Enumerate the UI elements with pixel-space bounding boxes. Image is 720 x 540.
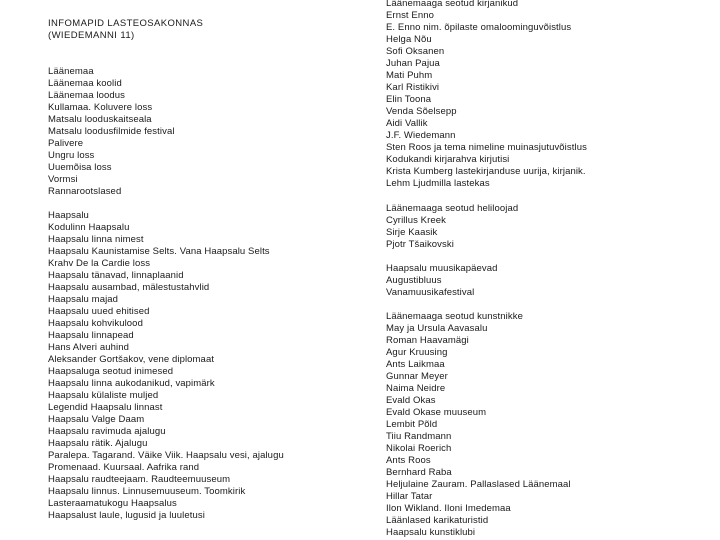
- topic-link[interactable]: J.F. Wiedemann: [386, 130, 456, 141]
- topic-link[interactable]: Evald Okas: [386, 395, 436, 406]
- topic-link[interactable]: Aleksander Gortšakov, vene diplomaat: [48, 354, 215, 365]
- topic-link[interactable]: Roman Haavamägi: [386, 335, 469, 346]
- topic-link[interactable]: Lehm Ljudmilla lastekas: [386, 178, 490, 189]
- topic-link[interactable]: Promenaad. Kuursaal. Aafrika rand: [48, 462, 200, 473]
- topic-link[interactable]: Cyrillus Kreek: [386, 215, 446, 226]
- topic-link[interactable]: Aidi Vallik: [386, 118, 428, 129]
- header-block: [48, 18, 203, 42]
- topic-link[interactable]: Haapsalu rätik. Ajalugu: [48, 438, 148, 449]
- topic-link[interactable]: Krahv De la Cardie loss: [48, 258, 151, 269]
- artists-list: [386, 311, 571, 539]
- topic-link[interactable]: Lembit Põld: [386, 419, 438, 430]
- topic-link[interactable]: INFOMAPID LASTEOSAKONNAS: [48, 18, 204, 29]
- topic-link[interactable]: Läänemaa koolid: [48, 78, 122, 89]
- topic-link[interactable]: Kullamaa. Koluvere loss: [48, 102, 153, 113]
- topic-link[interactable]: Sten Roos ja tema nimeline muinasjutuvõistlus: [386, 142, 587, 153]
- topic-link[interactable]: Ilon Wikland. Iloni Imedemaa: [386, 503, 511, 514]
- topic-link[interactable]: Läänemaaga seotud heliloojad: [386, 203, 519, 214]
- topic-link[interactable]: Läänemaa: [48, 66, 94, 77]
- topic-link[interactable]: Sirje Kaasik: [386, 227, 438, 238]
- topic-link[interactable]: Agur Kruusing: [386, 347, 448, 358]
- topic-link[interactable]: Haapsalu külaliste muljed: [48, 390, 159, 401]
- topic-link[interactable]: Helga Nõu: [386, 34, 432, 45]
- topic-link[interactable]: Venda Sõelsepp: [386, 106, 457, 117]
- topic-link[interactable]: Bernhard Raba: [386, 467, 452, 478]
- topic-link[interactable]: Legendid Haapsalu linnast: [48, 402, 163, 413]
- topic-link[interactable]: Läänlased karikaturistid: [386, 515, 489, 526]
- topic-link[interactable]: E. Enno nim. õpilaste omaloominguvõistlus: [386, 22, 572, 33]
- topic-link[interactable]: Haapsalu majad: [48, 294, 119, 305]
- topic-link[interactable]: Haapsalu: [48, 210, 89, 221]
- laanemaa-topics: [48, 66, 175, 198]
- topic-link[interactable]: Haapsalu ravimuda ajalugu: [48, 426, 166, 437]
- topic-link[interactable]: Haapsalu uued ehitised: [48, 306, 150, 317]
- topic-link[interactable]: Kodulinn Haapsalu: [48, 222, 130, 233]
- topic-link[interactable]: Vormsi: [48, 174, 78, 185]
- topic-link[interactable]: Hillar Tatar: [386, 491, 433, 502]
- topic-link[interactable]: Läänemaa loodus: [48, 90, 126, 101]
- topic-link[interactable]: Lasteraamatukogu Haapsalus: [48, 498, 177, 509]
- topic-link[interactable]: Haapsalu tänavad, linnaplaanid: [48, 270, 184, 281]
- topic-link[interactable]: Matsalu loodusfilmide festival: [48, 126, 175, 137]
- topic-link[interactable]: Ants Laikmaa: [386, 359, 445, 370]
- topic-link[interactable]: Ants Roos: [386, 455, 431, 466]
- writers-list: [386, 0, 587, 190]
- topic-link[interactable]: Haapsalu linnapead: [48, 330, 134, 341]
- topic-link[interactable]: Rannarootslased: [48, 186, 122, 197]
- topic-link[interactable]: Haapsalu kohvikulood: [48, 318, 143, 329]
- topic-link[interactable]: Sofi Oksanen: [386, 46, 445, 57]
- music-days-list: [386, 263, 498, 299]
- topic-link[interactable]: Haapsalu Kaunistamise Selts. Vana Haapsalu Selts: [48, 246, 270, 257]
- topic-link[interactable]: Matsalu looduskaitseala: [48, 114, 152, 125]
- topic-link[interactable]: Pjotr Tšaikovski: [386, 239, 454, 250]
- topic-link[interactable]: Vanamuusikafestival: [386, 287, 475, 298]
- topic-link[interactable]: Hans Alveri auhind: [48, 342, 130, 353]
- topic-link[interactable]: Uuemõisa loss: [48, 162, 112, 173]
- haapsalu-topics: [48, 210, 284, 522]
- topic-link[interactable]: Tiiu Randmann: [386, 431, 452, 442]
- topic-link[interactable]: Haapsalust laule, lugusid ja luuletusi: [48, 510, 205, 521]
- topic-link[interactable]: Haapsalu ausambad, mälestustahvlid: [48, 282, 210, 293]
- topic-link[interactable]: Haapsalu linnus. Linnusemuuseum. Toomkirik: [48, 486, 246, 497]
- topic-link[interactable]: Haapsaluga seotud inimesed: [48, 366, 174, 377]
- topic-link[interactable]: Palivere: [48, 138, 84, 149]
- topic-link[interactable]: Läänemaaga seotud kirjanikud: [386, 0, 519, 9]
- topic-link[interactable]: Haapsalu kunstiklubi: [386, 527, 476, 538]
- topic-link[interactable]: Naima Neidre: [386, 383, 446, 394]
- topic-link[interactable]: Haapsalu muusikapäevad: [386, 263, 498, 274]
- topic-link[interactable]: Gunnar Meyer: [386, 371, 448, 382]
- topic-link[interactable]: Mati Puhm: [386, 70, 433, 81]
- topic-link[interactable]: Haapsalu raudteejaam. Raudteemuuseum: [48, 474, 231, 485]
- composers-list: [386, 203, 518, 251]
- topic-link[interactable]: Evald Okase muuseum: [386, 407, 487, 418]
- topic-link[interactable]: Kodukandi kirjarahva kirjutisi: [386, 154, 510, 165]
- topic-link[interactable]: (WIEDEMANNI 11): [48, 30, 135, 41]
- topic-link[interactable]: Haapsalu Valge Daam: [48, 414, 145, 425]
- topic-link[interactable]: Läänemaaga seotud kunstnikke: [386, 311, 523, 322]
- topic-link[interactable]: Elin Toona: [386, 94, 432, 105]
- topic-link[interactable]: Nikolai Roerich: [386, 443, 452, 454]
- topic-link[interactable]: Ernst Enno: [386, 10, 434, 21]
- topic-link[interactable]: Juhan Pajua: [386, 58, 440, 69]
- topic-link[interactable]: Ungru loss: [48, 150, 95, 161]
- topic-link[interactable]: Paralepa. Tagarand. Väike Viik. Haapsalu vesi, ajalugu: [48, 450, 284, 461]
- topic-link[interactable]: Heljulaine Zauram. Pallaslased Läänemaal: [386, 479, 571, 490]
- topic-link[interactable]: Karl Ristikivi: [386, 82, 440, 93]
- topic-link[interactable]: Krista Kumberg lastekirjanduse uurija, kirjanik.: [386, 166, 586, 177]
- topic-link[interactable]: May ja Ursula Aavasalu: [386, 323, 488, 334]
- topic-link[interactable]: Augustibluus: [386, 275, 442, 286]
- topic-link[interactable]: Haapsalu linna nimest: [48, 234, 144, 245]
- topic-link[interactable]: Haapsalu linna aukodanikud, vapimärk: [48, 378, 215, 389]
